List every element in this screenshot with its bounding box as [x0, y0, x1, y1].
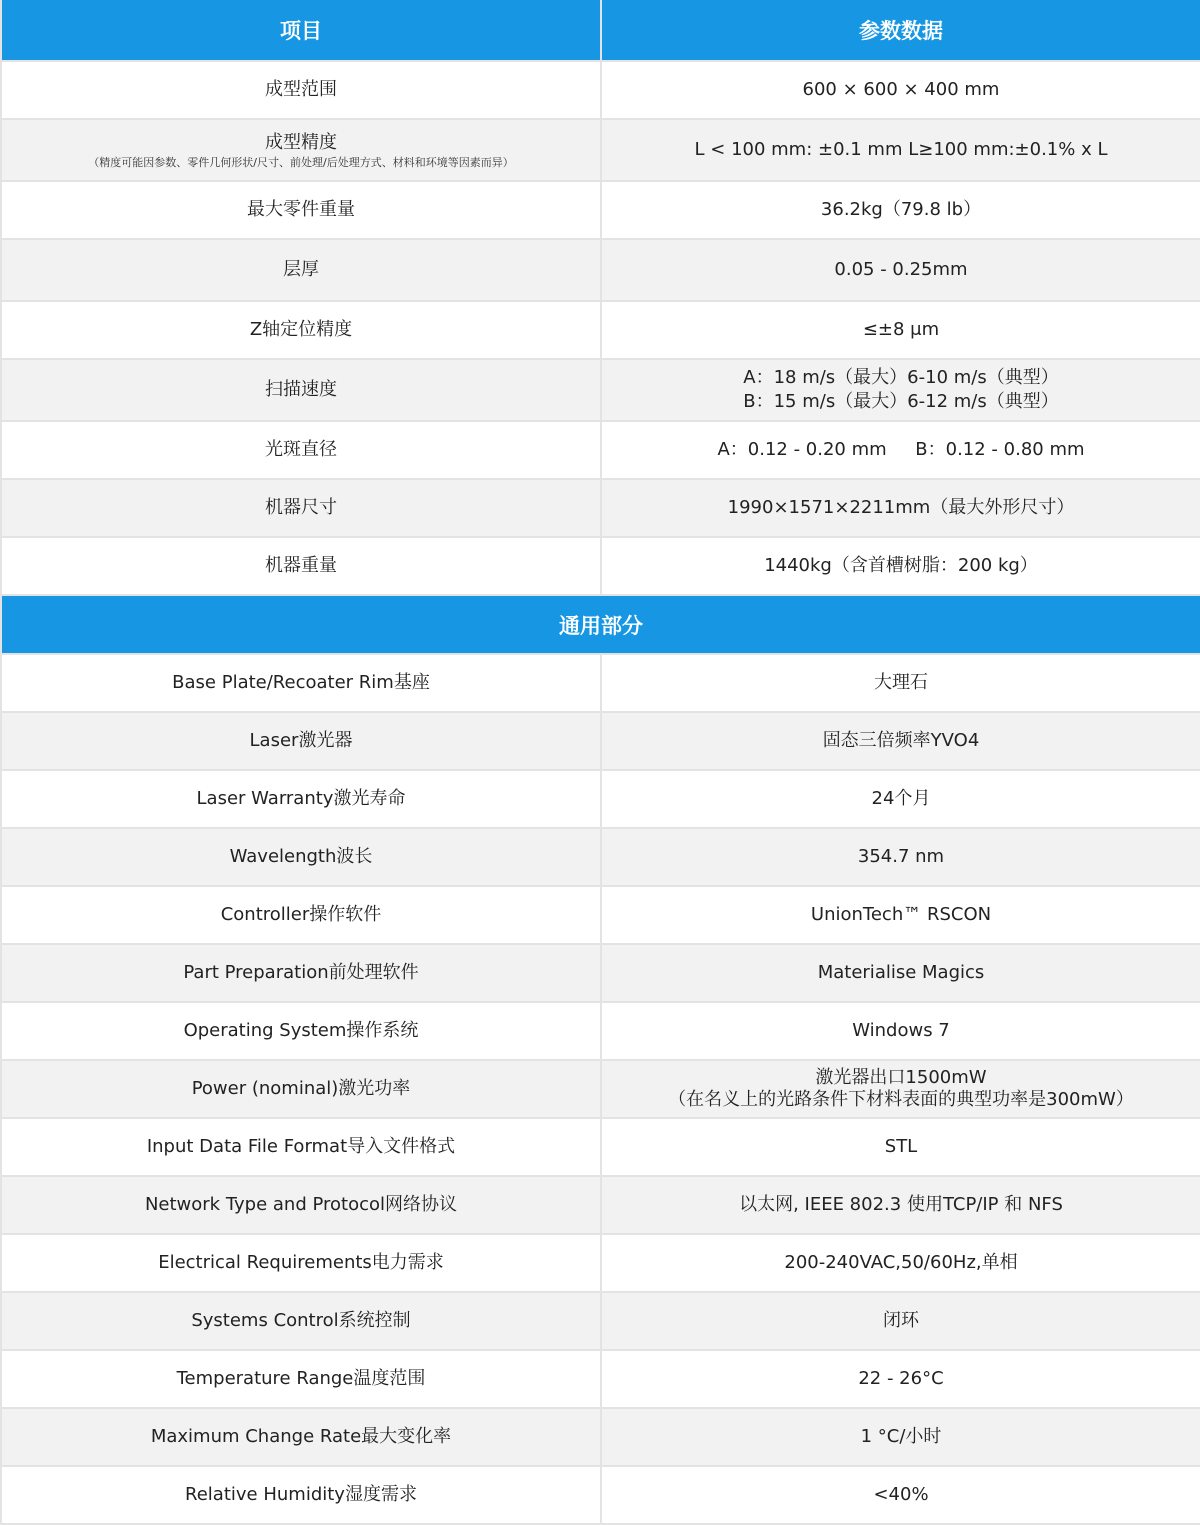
table-row: [1, 537, 1200, 595]
table-row: [1, 654, 1200, 712]
row-label: Base Plate/Recoater Rim基座: [1, 654, 601, 712]
table-header-row: [1, 0, 1200, 61]
row-value: Windows 7: [601, 1002, 1200, 1060]
table-row: [1, 1060, 1200, 1118]
row-label: Laser Warranty激光寿命: [1, 770, 601, 828]
table-row: [1, 1292, 1200, 1350]
row-label: Part Preparation前处理软件: [1, 944, 601, 1002]
table-row: [1, 1466, 1200, 1524]
row-value: 600 × 600 × 400 mm: [601, 61, 1200, 119]
row-label: Laser激光器: [1, 712, 601, 770]
row-value: 闭环: [601, 1292, 1200, 1350]
table-row: [1, 421, 1200, 479]
row-label: 最大零件重量: [1, 181, 601, 239]
row-label: 扫描速度: [1, 359, 601, 421]
row-label-cell: [1, 119, 601, 181]
row-label: Network Type and Protocol网络协议: [1, 1176, 601, 1234]
row-value: UnionTech™ RSCON: [601, 886, 1200, 944]
row-value-cell: [601, 359, 1200, 421]
row-label: Maximum Change Rate最大变化率: [1, 1408, 601, 1466]
table-row: [1, 1176, 1200, 1234]
row-value-2: B：15 m/s（最大）6-12 m/s（典型）: [743, 391, 1059, 412]
row-value: <40%: [601, 1466, 1200, 1524]
row-value: A：18 m/s（最大）6-10 m/s（典型）: [743, 367, 1059, 388]
row-label: Wavelength波长: [1, 828, 601, 886]
row-label: 层厚: [1, 239, 601, 301]
row-label: Temperature Range温度范围: [1, 1350, 601, 1408]
row-value: 大理石: [601, 654, 1200, 712]
row-label: Power (nominal)激光功率: [1, 1060, 601, 1118]
table-row: [1, 770, 1200, 828]
row-label: 机器尺寸: [1, 479, 601, 537]
table-row: [1, 886, 1200, 944]
row-label: Z轴定位精度: [1, 301, 601, 359]
section-title: 通用部分: [1, 595, 1200, 654]
row-label: 光斑直径: [1, 421, 601, 479]
table-row: [1, 1234, 1200, 1292]
row-value: 以太网, IEEE 802.3 使用TCP/IP 和 NFS: [601, 1176, 1200, 1234]
row-label: Controller操作软件: [1, 886, 601, 944]
row-value: 36.2kg（79.8 lb）: [601, 181, 1200, 239]
row-value-cell: [601, 1060, 1200, 1118]
table-row: [1, 301, 1200, 359]
row-value: A：0.12 - 0.20 mm B：0.12 - 0.80 mm: [601, 421, 1200, 479]
table-row: [1, 239, 1200, 301]
table-row: [1, 712, 1200, 770]
table-row: [1, 828, 1200, 886]
table-row: [1, 1350, 1200, 1408]
section-header-row: [1, 595, 1200, 654]
row-label: Input Data File Format导入文件格式: [1, 1118, 601, 1176]
row-value: 1 °C/小时: [601, 1408, 1200, 1466]
row-value: 激光器出口1500mW: [815, 1067, 987, 1088]
row-label: 成型范围: [1, 61, 601, 119]
header-param: 参数数据: [601, 0, 1200, 61]
table-row: [1, 1118, 1200, 1176]
row-value-2: （在名义上的光路条件下材料表面的典型功率是300mW）: [668, 1089, 1134, 1110]
row-value: 固态三倍频率YVO4: [601, 712, 1200, 770]
row-label: Operating System操作系统: [1, 1002, 601, 1060]
table-row: [1, 479, 1200, 537]
row-value: ≤±8 μm: [601, 301, 1200, 359]
row-value: L < 100 mm: ±0.1 mm L≥100 mm:±0.1% x L: [601, 119, 1200, 181]
table-row: [1, 181, 1200, 239]
row-value: 1990×1571×2211mm（最大外形尺寸）: [601, 479, 1200, 537]
row-label: Systems Control系统控制: [1, 1292, 601, 1350]
row-label: 机器重量: [1, 537, 601, 595]
row-label: 成型精度: [265, 131, 337, 153]
table-row: [1, 1002, 1200, 1060]
row-note: （精度可能因参数、零件几何形状/尺寸、前处理/后处理方式、材料和环境等因素而异）: [88, 155, 514, 169]
row-value: STL: [601, 1118, 1200, 1176]
row-label: Electrical Requirements电力需求: [1, 1234, 601, 1292]
row-value: 0.05 - 0.25mm: [601, 239, 1200, 301]
table-row: [1, 119, 1200, 181]
table-row: [1, 61, 1200, 119]
header-item: 项目: [1, 0, 601, 61]
table-row: [1, 944, 1200, 1002]
row-value: 354.7 nm: [601, 828, 1200, 886]
table-row: [1, 359, 1200, 421]
table-row: [1, 1408, 1200, 1466]
row-value: Materialise Magics: [601, 944, 1200, 1002]
row-value: 22 - 26°C: [601, 1350, 1200, 1408]
row-value: 24个月: [601, 770, 1200, 828]
row-value: 200-240VAC,50/60Hz,单相: [601, 1234, 1200, 1292]
row-value: 1440kg（含首槽树脂：200 kg）: [601, 537, 1200, 595]
row-label: Relative Humidity湿度需求: [1, 1466, 601, 1524]
